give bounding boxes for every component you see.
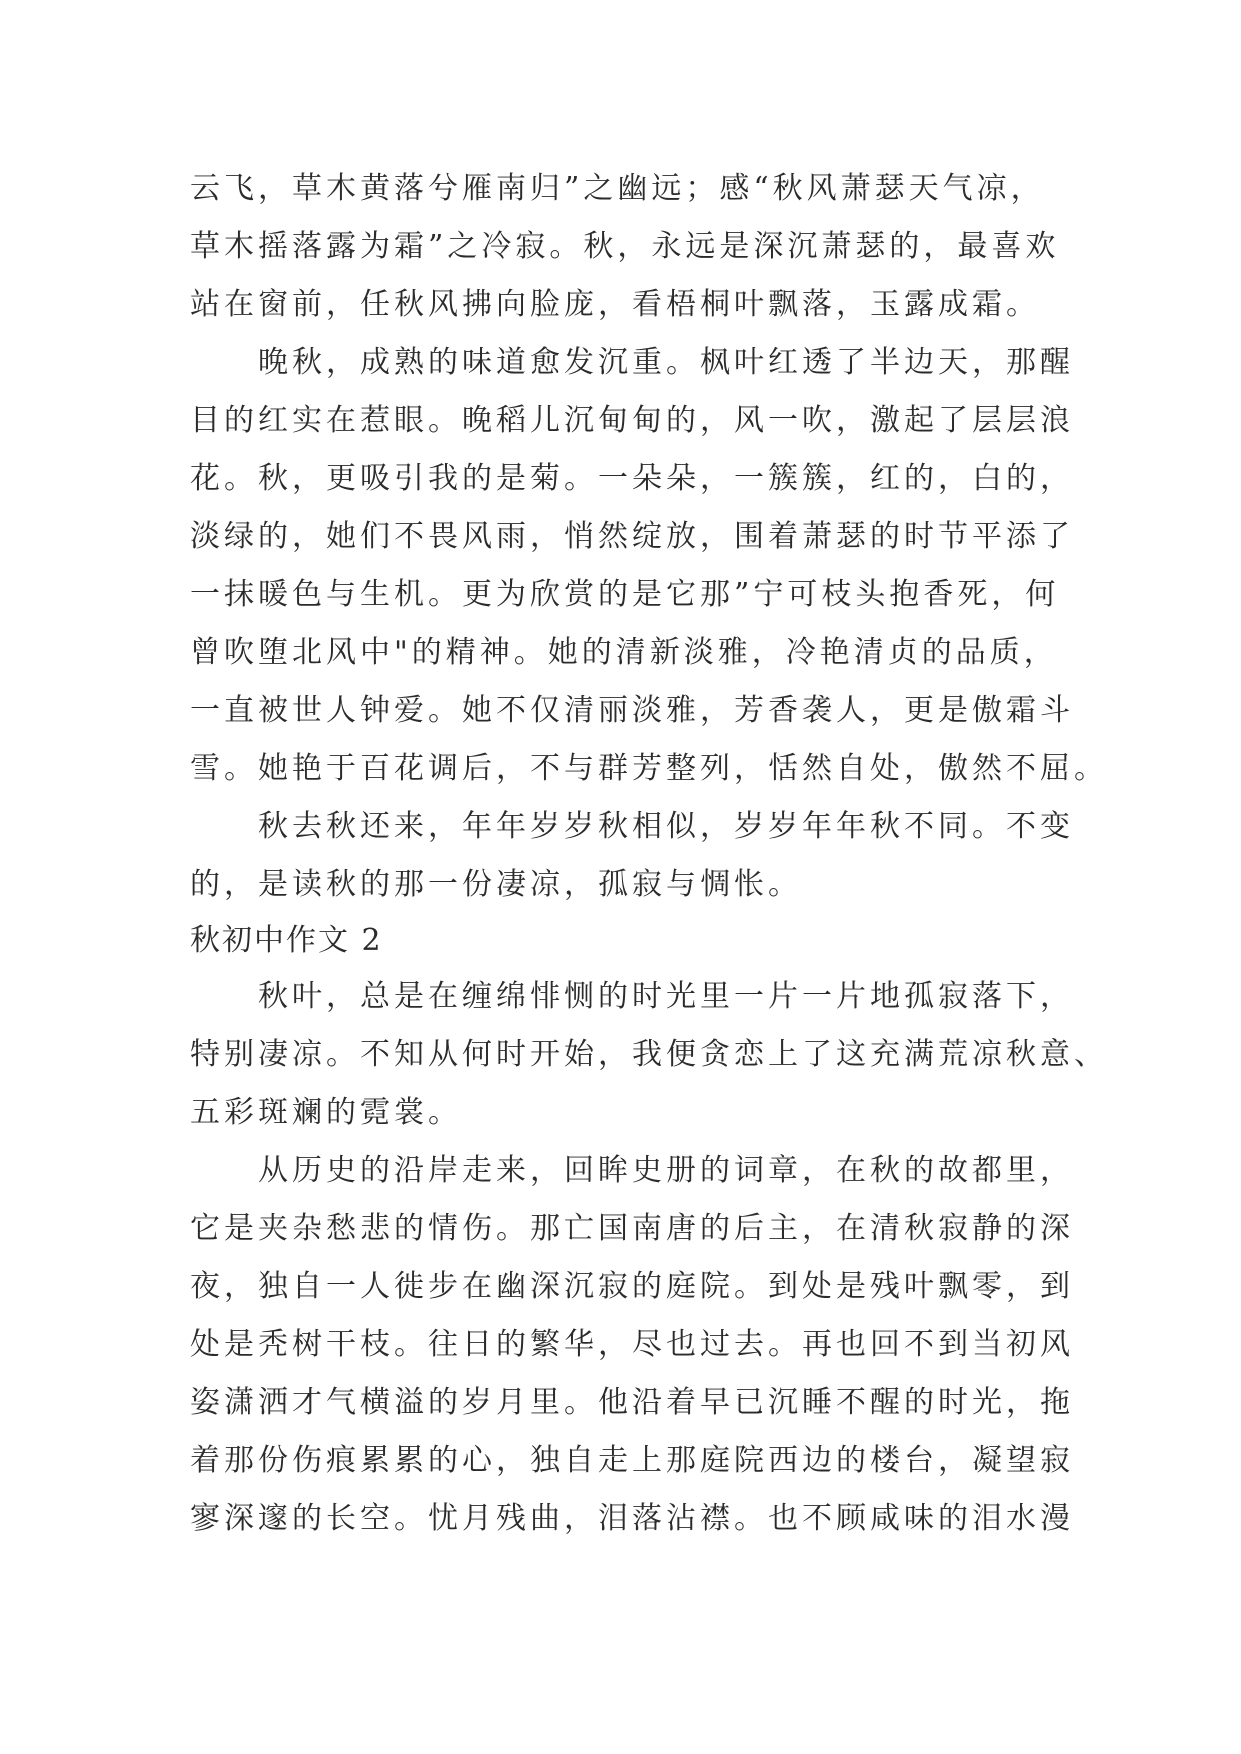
text-line: 曾吹堕北风中"的精神。她的清新淡雅，冷艳清贞的品质， (190, 635, 1058, 670)
text-line: 五彩斑斓的霓裳。 (190, 1095, 462, 1130)
text-line: 目的红实在惹眼。晚稻儿沉甸甸的，风一吹，激起了层层浪 (190, 403, 1074, 438)
paragraph-start-line: 从历史的沿岸走来，回眸史册的词章，在秋的故都里， (258, 1153, 1074, 1188)
section-heading: 秋初中作文 2 (190, 923, 383, 958)
text-line: 寥深邃的长空。忧月残曲，泪落沾襟。也不顾咸味的泪水漫 (190, 1501, 1074, 1536)
text-line: 特别凄凉。不知从何时开始，我便贪恋上了这充满荒凉秋意、 (190, 1037, 1108, 1072)
text-line: 雪。她艳于百花调后，不与群芳整列，恬然自处，傲然不屈。 (190, 751, 1108, 786)
paragraph-start-line: 秋去秋还来，年年岁岁秋相似，岁岁年年秋不同。不变 (258, 809, 1074, 844)
text-line: 着那份伤痕累累的心，独自走上那庭院西边的楼台，凝望寂 (190, 1443, 1074, 1478)
document-body (190, 160, 1108, 1548)
text-line: 姿潇洒才气横溢的岁月里。他沿着早已沉睡不醒的时光，拖 (190, 1385, 1074, 1420)
text-line: 的，是读秋的那一份凄凉，孤寂与惆怅。 (190, 867, 802, 902)
paragraph-start-line: 秋叶，总是在缠绵悱恻的时光里一片一片地孤寂落下， (258, 979, 1074, 1014)
text-line: 淡绿的，她们不畏风雨，悄然绽放，围着萧瑟的时节平添了 (190, 519, 1074, 554)
text-line: 一直被世人钟爱。她不仅清丽淡雅，芳香袭人，更是傲霜斗 (190, 693, 1074, 728)
text-line: 花。秋，更吸引我的是菊。一朵朵，一簇簇，红的，白的， (190, 461, 1074, 496)
text-line: 夜，独自一人徙步在幽深沉寂的庭院。到处是残叶飘零，到 (190, 1269, 1074, 1304)
text-line: 它是夹杂愁悲的情伤。那亡国南唐的后主，在清秋寂静的深 (190, 1211, 1074, 1246)
paragraph-start-line: 晚秋，成熟的味道愈发沉重。枫叶红透了半边天，那醒 (258, 345, 1074, 380)
text-line: 草木摇落露为霜”之冷寂。秋，永远是深沉萧瑟的，最喜欢 (190, 229, 1060, 264)
text-line: 云飞，草木黄落兮雁南归”之幽远；感“秋风萧瑟天气凉， (190, 171, 1045, 206)
text-line: 站在窗前，任秋风拂向脸庞，看梧桐叶飘落，玉露成霜。 (190, 287, 1040, 322)
text-line: 一抹暖色与生机。更为欣赏的是它那”宁可枝头抱香死，何 (190, 577, 1060, 612)
text-line: 处是秃树干枝。往日的繁华，尽也过去。再也回不到当初风 (190, 1327, 1074, 1362)
